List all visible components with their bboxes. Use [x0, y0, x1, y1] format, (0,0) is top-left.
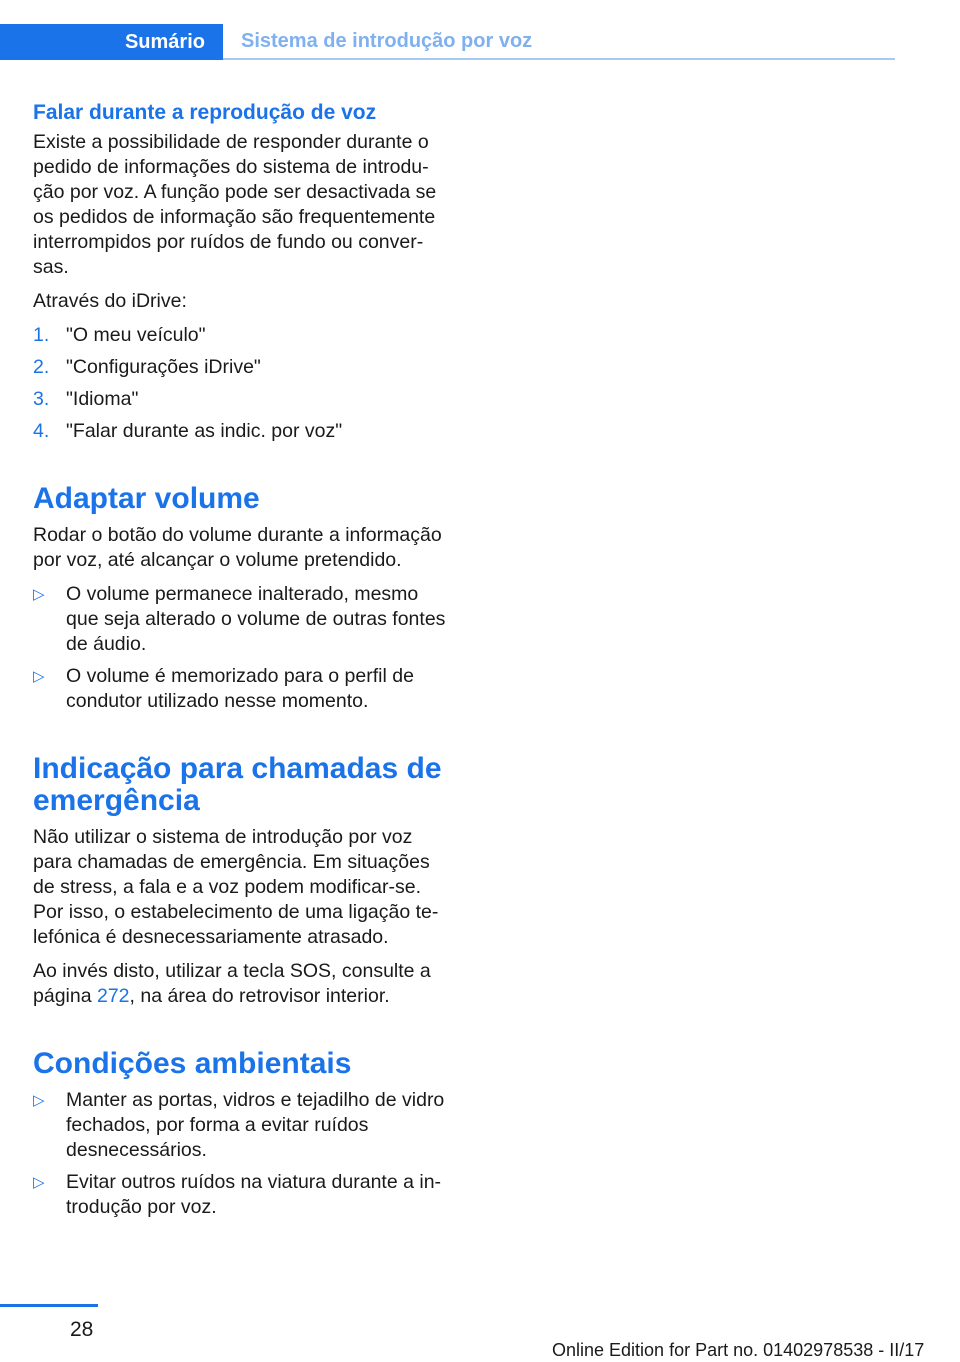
step-text: "Configurações iDrive" [66, 356, 261, 378]
list-item [33, 1088, 447, 1163]
step-number: 3. [33, 388, 50, 410]
list-item [33, 1170, 447, 1220]
footer-rule [0, 1304, 98, 1307]
step-text: "O meu veículo" [66, 324, 206, 346]
page-number: 28 [70, 1318, 94, 1341]
step-number: 1. [33, 324, 50, 346]
list-item [33, 419, 447, 444]
paragraph: Rodar o botão do volume durante a informação por voz, até alcançar o volume pretendido. [33, 524, 442, 571]
page-link[interactable]: 272 [96, 985, 130, 1007]
tab-sumario-label: Sumário [124, 30, 205, 53]
paragraph: Existe a possibilidade de responder durante o pedido de informações do sistema de introdução por voz. A função pode ser desactivada se os pedidos de informação são frequentemente interrompidos por ruídos de fundo ou conversas. [33, 131, 437, 278]
step-number: 4. [33, 420, 50, 442]
section-heading-condicoes: Condições ambientais [33, 1047, 352, 1080]
list-item [33, 355, 447, 380]
tab-sumario[interactable] [0, 24, 223, 60]
list-item [33, 387, 447, 412]
tab-section-title[interactable] [223, 24, 895, 60]
triangle-right-icon: ▷ [33, 1092, 45, 1109]
tab-section-label: Sistema de introdução por voz [241, 29, 533, 52]
text-run: Ao invés disto, utilizar a tecla SOS, consulte a página [33, 960, 431, 1007]
bullet-text: O volume é memorizado para o perfil de condutor utilizado nesse momento. [66, 665, 414, 712]
list-item [33, 582, 447, 657]
paragraph: Através do iDrive: [33, 290, 187, 312]
text-run: , na área do retrovisor interior. [129, 985, 390, 1007]
triangle-right-icon: ▷ [33, 668, 45, 685]
section-heading-volume: Adaptar volume [33, 482, 260, 515]
paragraph [33, 959, 447, 1009]
paragraph: Não utilizar o sistema de introdução por voz para chamadas de emergência. Em situações de stress, a fala e a voz podem modificar-se. Por isso, o estabelecimento de uma ligação telefónica é desnecessariamente atrasado. [33, 826, 439, 948]
step-text: "Falar durante as indic. por voz" [66, 420, 343, 442]
list-item [33, 323, 447, 348]
list-item [33, 664, 447, 714]
section-heading-falar: Falar durante a reprodução de voz [33, 101, 377, 124]
section-heading-emergencia: Indicação para chamadas de emergência [33, 752, 442, 817]
bullet-list [33, 1088, 447, 1220]
step-text: "Idioma" [66, 388, 139, 410]
edition-note: Online Edition for Part no. 01402978538 - II/17 [552, 1340, 925, 1360]
main-content [33, 100, 447, 1229]
bullet-text: Evitar outros ruídos na viatura durante a introdução por voz. [66, 1171, 442, 1218]
steps-list [33, 323, 447, 444]
step-number: 2. [33, 356, 50, 378]
bullet-text: Manter as portas, vidros e tejadilho de vidro fechados, por forma a evitar ruídos desnecessários. [66, 1089, 445, 1161]
bullet-list [33, 582, 447, 714]
triangle-right-icon: ▷ [33, 586, 45, 603]
bullet-text: O volume permanece inalterado, mesmo que seja alterado o volume de outras fontes de áudio. [66, 583, 446, 655]
page-header [0, 24, 895, 60]
triangle-right-icon: ▷ [33, 1174, 45, 1191]
